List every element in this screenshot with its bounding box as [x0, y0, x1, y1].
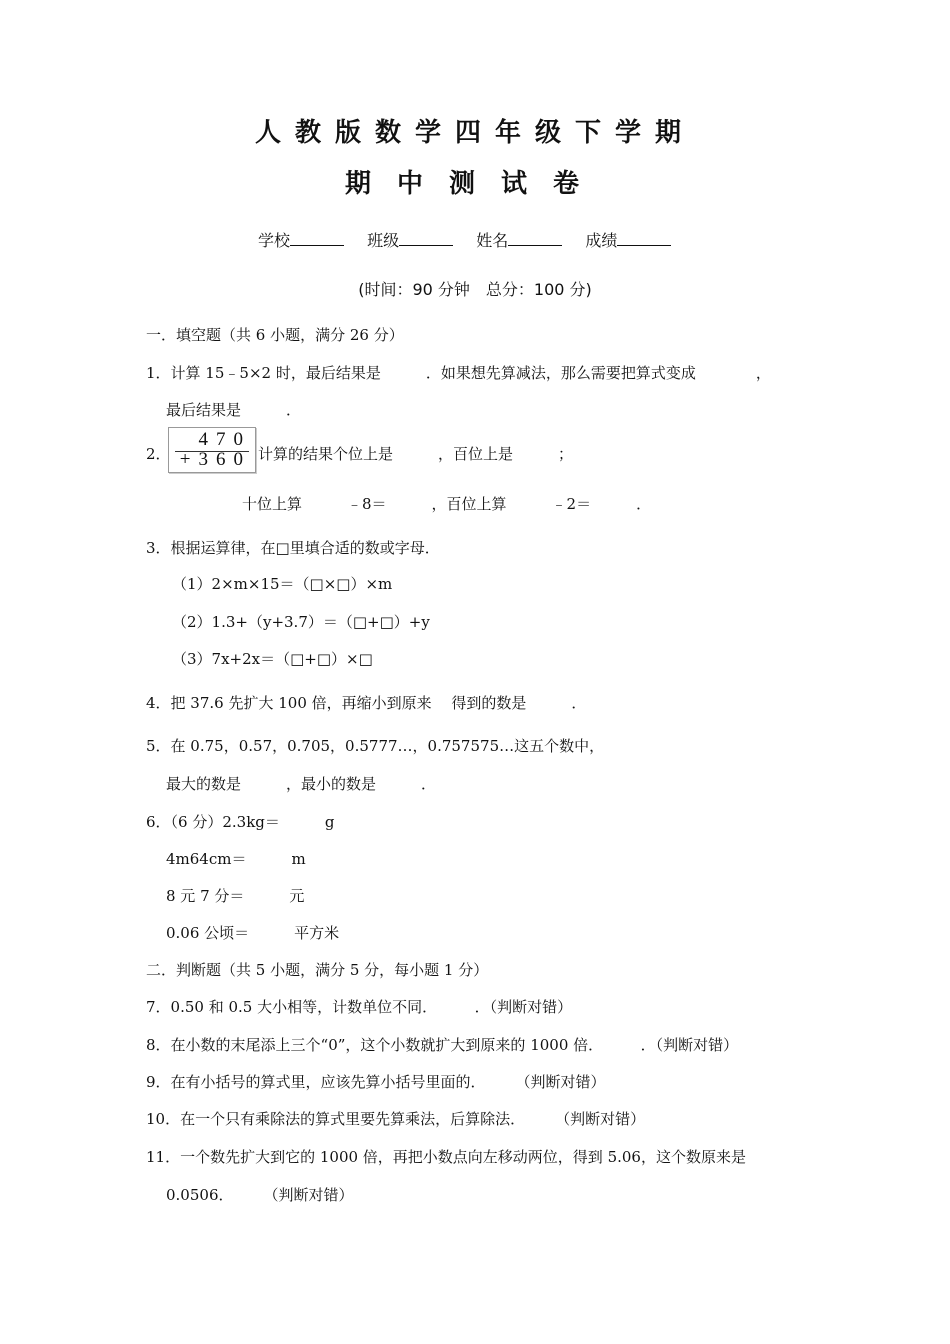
question-6-line-1: 6．（6 分）2.3kg＝ g	[146, 813, 335, 831]
class-blank	[399, 231, 453, 246]
question-1-line-1: 1．计算 15﹣5×2 时，最后结果是 ．如果想先算减法，那么需要把算式变成 ，	[146, 364, 771, 382]
section1-heading: 一．填空题（共 6 小题，满分 26 分）	[146, 326, 404, 344]
question-3: 3．根据运算律，在□里填合适的数或字母．	[146, 539, 440, 557]
question-10: 10．在一个只有乘除法的算式里要先算乘法，后算除法． （判断对错）	[146, 1110, 646, 1128]
addend-1: 470	[198, 429, 251, 450]
question-11-line-2: 0.0506． （判断对错）	[166, 1186, 354, 1204]
time-info: (时间：90 分钟 总分：100 分)	[358, 280, 592, 299]
question-5-line-2: 最大的数是 ，最小的数是 ．	[166, 775, 437, 793]
question-3-2: （2）1.3+（y+3.7）＝（□+□）+y	[172, 613, 430, 631]
question-9: 9．在有小括号的算式里，应该先算小括号里面的． （判断对错）	[146, 1073, 606, 1091]
question-2-line-1: 计算的结果个位上是 ，百位上是 ；	[258, 445, 574, 463]
section2-heading: 二．判断题（共 5 小题，满分 5 分，每小题 1 分）	[146, 961, 489, 979]
page-title: 人教版数学四年级下学期	[254, 118, 695, 148]
score-blank	[617, 231, 671, 246]
question-5-line-1: 5．在 0.75，0.57，0.705，0.5777…，0.757575…这五个数中，	[146, 737, 605, 755]
question-2-label: 2．	[146, 445, 171, 463]
page-subtitle: 期中测试卷	[344, 169, 605, 199]
score-label: 成绩	[585, 231, 618, 250]
question-4: 4．把 37.6 先扩大 100 倍，再缩小到原来 得到的数是 ．	[146, 694, 587, 712]
question-3-3: （3）7x+2x＝（□+□）×□	[172, 650, 373, 668]
student-info-row	[258, 228, 689, 251]
question-7: 7．0.50 和 0.5 大小相等，计数单位不同． ．（判断对错）	[146, 998, 573, 1016]
class-label: 班级	[367, 231, 400, 250]
question-2-line-2: 十位上算 ﹣8＝ ，百位上算 ﹣2＝ ．	[242, 495, 652, 513]
question-6-line-4: 0.06 公顷＝ 平方米	[166, 924, 340, 942]
question-11-line-1: 11．一个数先扩大到它的 1000 倍，再把小数点向左移动两位，得到 5.06，这个数原来是	[146, 1148, 746, 1166]
school-blank	[290, 231, 344, 246]
name-label: 姓名	[476, 231, 509, 250]
addend-2: +360	[179, 449, 251, 470]
question-1-line-2: 最后结果是 ．	[166, 401, 302, 419]
question-6-line-3: 8 元 7 分＝ 元	[166, 887, 305, 905]
question-6-line-2: 4m64cm＝ m	[166, 850, 306, 868]
vertical-addition-image	[168, 427, 256, 473]
school-label: 学校	[258, 231, 291, 250]
name-blank	[508, 231, 562, 246]
question-8: 8．在小数的末尾添上三个“0”，这个小数就扩大到原来的 1000 倍． ．（判断对错）	[146, 1036, 739, 1054]
question-3-1: （1）2×m×15＝（□×□）×m	[172, 575, 393, 593]
